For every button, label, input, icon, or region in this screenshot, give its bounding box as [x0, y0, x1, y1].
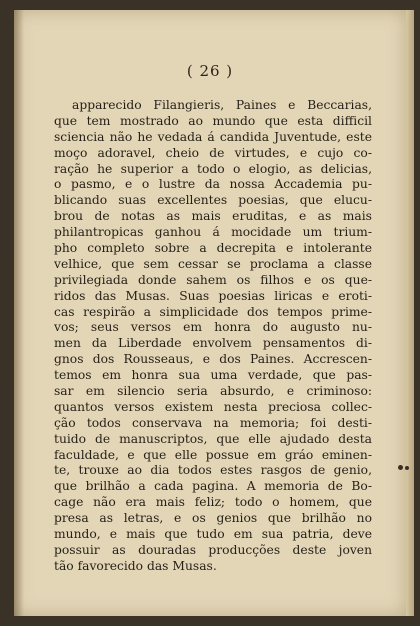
text-line: philantropicas ganhou á mocidade um trium- — [54, 225, 372, 240]
text-line: pho completo sobre a decrepita e intolerante — [54, 241, 372, 256]
text-line: brou de notas as mais eruditas, e as mais — [54, 209, 372, 224]
text-line: tão favorecido das Musas. — [54, 558, 217, 573]
text-line: vos; seus versos em honra do augusto nu- — [54, 320, 372, 335]
text-line: ridos das Musas. Suas poesias liricas e eroti- — [54, 288, 372, 303]
text-line: velhice, que sem cessar se proclama a classe — [54, 256, 372, 271]
text-line: tuido de manuscriptos, que elle ajudado desta — [54, 431, 372, 446]
page-edge — [406, 10, 414, 616]
body-text — [54, 98, 372, 575]
text-line: temos em honra sua uma verdade, que pas- — [54, 368, 372, 383]
page-number: ( 26 ) — [186, 62, 234, 80]
spine-shadow — [14, 10, 24, 616]
text-line: men da Liberdade envolvem pensamentos di- — [54, 336, 372, 351]
text-line: o pasmo, e o lustre da nossa Accademia pu- — [54, 177, 372, 192]
book-page — [14, 10, 406, 616]
text-line: possuir as douradas producções deste joven — [54, 542, 372, 557]
ink-speck — [405, 466, 409, 470]
text-line: apparecido Filangieris, Paines e Beccarias, — [72, 98, 372, 112]
text-line: cas respirão a simplicidade dos tempos prime- — [54, 304, 372, 319]
text-line: sar em silencio seria absurdo, e criminoso: — [54, 384, 372, 399]
text-line: ração he superior a todo o elogio, as delicias, — [54, 161, 372, 176]
text-line: faculdade, e que elle possue em gráo eminen- — [54, 447, 372, 462]
ink-speck — [398, 465, 403, 470]
text-line: quantos versos existem nesta preciosa collec- — [54, 399, 372, 414]
text-line: que tem mostrado ao mundo que esta difficil — [54, 113, 372, 128]
text-line: privilegiada donde sahem os filhos e os que- — [54, 272, 372, 287]
text-line: mundo, e mais que tudo em sua patria, deve — [54, 527, 372, 542]
text-line: gnos dos Rousseaus, e dos Paines. Accrescen- — [54, 352, 372, 367]
text-line: que brilhão a cada pagina. A memoria de Bo- — [54, 479, 372, 494]
text-line: te, trouxe ao dia todos estes rasgos de genio, — [54, 463, 372, 478]
text-line: sciencia não he vedada á candida Juventude, este — [54, 129, 372, 144]
text-line: presa as letras, e os genios que brilhão no — [54, 511, 372, 526]
text-line: blicando suas excellentes poesias, que elucu- — [54, 193, 372, 208]
text-line: cage não era mais feliz; todo o homem, que — [54, 495, 372, 510]
text-line: ção todos conservava na memoria; foi desti- — [54, 415, 372, 430]
text-line: moço adoravel, cheio de virtudes, e cujo co- — [54, 145, 372, 160]
